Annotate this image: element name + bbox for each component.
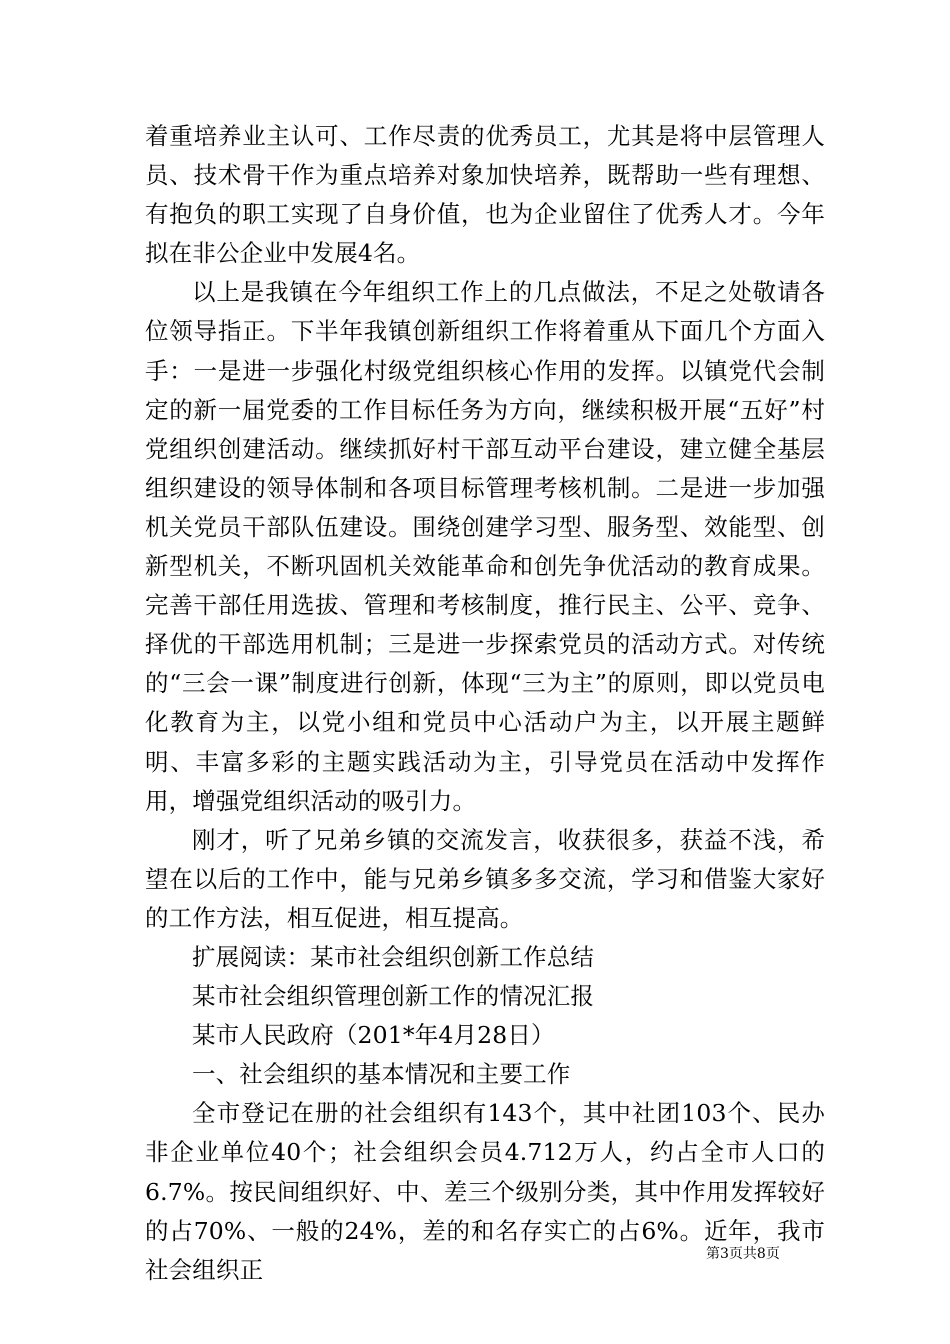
- paragraph-1: 着重培养业主认可、工作尽责的优秀员工，尤其是将中层管理人员、技术骨干作为重点培养对象加快培养，既帮助一些有理想、有抱负的职工实现了自身价值，也为企业留住了优秀人才。今年拟在非公企业中发展4名。: [145, 122, 825, 268]
- page-number-footer: 第3页共8页: [706, 1246, 780, 1262]
- paragraph-2: 以上是我镇在今年组织工作上的几点做法，不足之处敬请各位领导指正。下半年我镇创新组织工作将着重从下面几个方面入手：一是进一步强化村级党组织核心作用的发挥。以镇党代会制定的新一届党委的工作目标任务为方向，继续积极开展“五好”村党组织创建活动。继续抓好村干部互动平台建设，建立健全基层组织建设的领导体制和各项目标管理考核机制。二是进一步加强机关党员干部队伍建设。围绕创建学习型、服务型、效能型、创新型机关，不断巩固机关效能革命和创先争优活动的教育成果。完善干部任用选拔、管理和考核制度，推行民主、公平、竞争、择优的干部选用机制；三是进一步探索党员的活动方式。对传统的“三会一课”制度进行创新，体现“三为主”的原则，即以党员电化教育为主，以党小组和党员中心活动户为主，以开展主题鲜明、丰富多彩的主题实践活动为主，引导党员在活动中发挥作用，增强党组织活动的吸引力。: [145, 278, 825, 815]
- paragraph-4: 全市登记在册的社会组织有143个，其中社团103个、民办非企业单位40个；社会组织会员4.712万人，约占全市人口的6.7%。按民间组织好、中、差三个级别分类，其中作用发挥较好的占70%、一般的24%，差的和名存实亡的占6%。近年，我市社会组织正: [145, 1099, 825, 1284]
- report-author-date: 某市人民政府（201*年4月28日）: [192, 1021, 555, 1050]
- document-body: [145, 117, 825, 1290]
- paragraph-3: 刚才，听了兄弟乡镇的交流发言，收获很多，获益不浅，希望在以后的工作中，能与兄弟乡镇多多交流，学习和借鉴大家好的工作方法，相互促进，相互提高。: [145, 825, 825, 932]
- report-title: 某市社会组织管理创新工作的情况汇报: [192, 982, 595, 1011]
- extended-reading-heading: 扩展阅读：某市社会组织创新工作总结: [192, 942, 595, 971]
- section-heading-1: 一、社会组织的基本情况和主要工作: [192, 1060, 571, 1089]
